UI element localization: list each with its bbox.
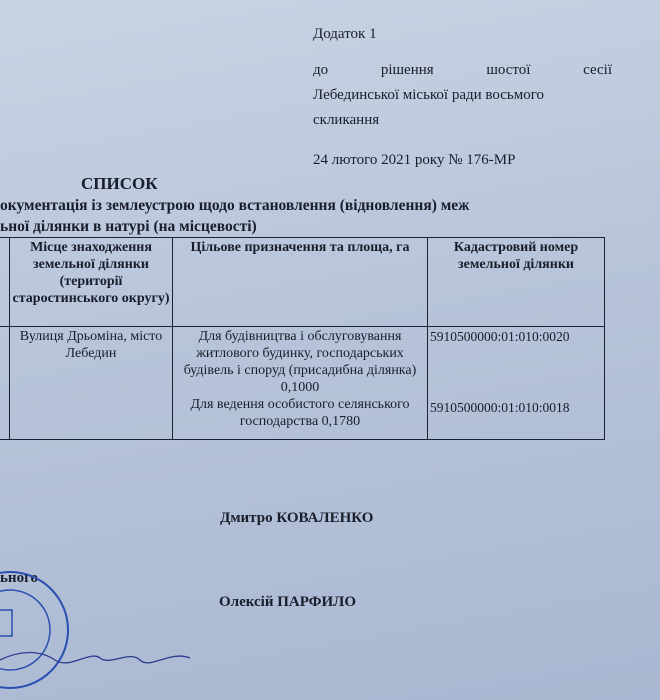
cell-cut bbox=[0, 327, 10, 440]
cell-cadastral bbox=[428, 327, 605, 440]
land-plot-table bbox=[0, 237, 605, 440]
decision-line-1: до рішення шостої сесії bbox=[313, 62, 612, 78]
decision-line-2: Лебединської міської ради восьмого bbox=[313, 87, 545, 103]
cadastral-1: 5910500000:01:010:0020 bbox=[430, 329, 570, 344]
header-cell-cut bbox=[0, 238, 10, 327]
purpose-2: Для ведення особистого селянського господарства 0,1780 bbox=[190, 397, 410, 429]
stamp-inner-ring bbox=[0, 590, 50, 670]
decision-line-3: скликання bbox=[313, 112, 380, 128]
title-line-1: окументація із землеустрою щодо встановлення (відновлення) меж bbox=[0, 197, 470, 214]
cadastral-2: 5910500000:01:010:0018 bbox=[430, 400, 570, 415]
header-cadastral: Кадастровий номер земельної ділянки bbox=[428, 238, 605, 327]
cell-purpose bbox=[173, 327, 428, 440]
partial-position-label: ьного bbox=[0, 570, 39, 586]
cell-location: Вулиця Дрьоміна, місто Лебедин bbox=[10, 327, 173, 440]
coat-of-arms-icon bbox=[0, 610, 12, 636]
title-line-2: ьної ділянки в натурі (на місцевості) bbox=[0, 218, 257, 235]
table-header-row bbox=[0, 238, 605, 327]
decision-date-number: 24 лютого 2021 року № 176-МР bbox=[313, 152, 516, 168]
document-title: СПИСОК bbox=[81, 174, 158, 193]
header-purpose: Цільове призначення та площа, га bbox=[173, 238, 428, 327]
signature-scribble bbox=[0, 653, 190, 663]
header-location: Місце знаходження земельної ділянки (території старостинського округу) bbox=[10, 238, 173, 327]
signer-2: Олексій ПАРФИЛО bbox=[219, 594, 357, 610]
signer-1: Дмитро КОВАЛЕНКО bbox=[220, 510, 374, 526]
official-stamp bbox=[0, 550, 200, 700]
appendix-label: Додаток 1 bbox=[313, 26, 377, 42]
purpose-1: Для будівництва і обслуговування житлового будинку, господарських будівель і споруд (присадибна ділянка) 0,1000 bbox=[183, 329, 417, 395]
table-row bbox=[0, 327, 605, 440]
